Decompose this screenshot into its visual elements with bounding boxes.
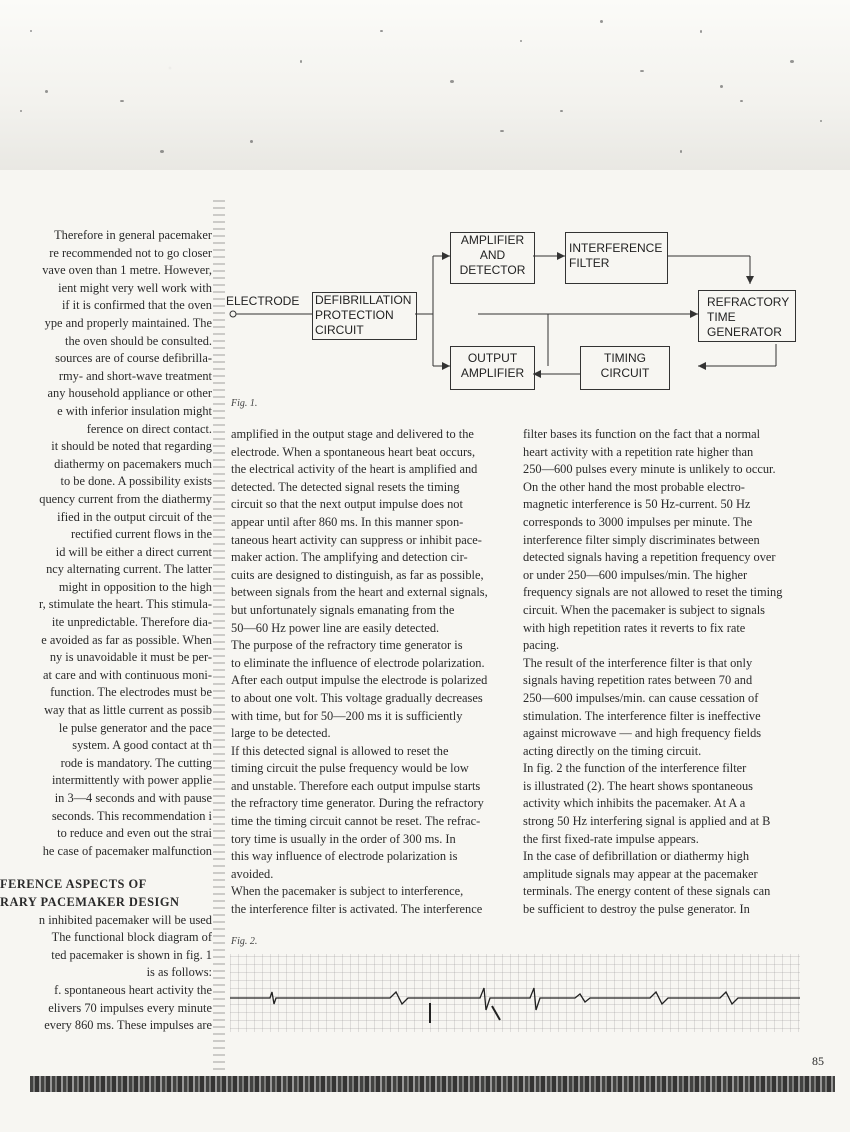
text-line: FERENCE ASPECTS OF [0, 877, 147, 892]
text-line: way that as little current as possib [44, 703, 212, 718]
scan-speck [520, 40, 522, 42]
paragraph-gap [0, 860, 212, 876]
scan-speck [500, 130, 504, 132]
scan-speck [20, 110, 22, 112]
text-line: pacing. [523, 638, 560, 653]
text-line: After each output impulse the electrode is polarized [231, 673, 488, 688]
text-line: function. The electrodes must be [50, 685, 212, 700]
text-line: or under 250—600 impulses/min. The higher [523, 567, 748, 582]
text-line: be sufficient to destroy the pulse generator. In [523, 902, 750, 917]
text-line: re recommended not to go closer [49, 245, 212, 260]
scan-speck [740, 100, 743, 102]
text-line: amplitude signals may appear at the pacemaker [523, 866, 758, 881]
text-line: activity which inhibits the pacemaker. At A a [523, 796, 746, 811]
text-line: between signals from the heart and external signals, [231, 585, 488, 600]
text-line: large to be detected. [231, 726, 331, 741]
text-line: system. A good contact at th [72, 738, 212, 753]
text-line: this way influence of electrode polarization is [231, 849, 458, 864]
text-line: the oven should be consulted. [65, 333, 212, 348]
text-line: interference filter simply discriminates between [523, 532, 760, 547]
text-line: The result of the interference filter is that only [523, 655, 753, 670]
output-amplifier-box: OUTPUT AMPLIFIER [450, 346, 535, 390]
scan-gutter-artifact [213, 200, 225, 1070]
text-line: ny is unavoidable it must be per- [49, 650, 212, 665]
text-line: circuit. When the pacemaker is subject to signals [523, 602, 765, 617]
text-line: In the case of defibrillation or diathermy high [523, 849, 750, 864]
text-line: rode is mandatory. The cutting [60, 755, 212, 770]
text-line: ference on direct contact. [86, 421, 212, 436]
electrode-label: ELECTRODE [226, 294, 300, 308]
text-line: any household appliance or other [47, 386, 212, 401]
text-line: the electrical activity of the heart is amplified and [231, 462, 478, 477]
text-line: tory time is usually in the order of 300 ms. In [231, 831, 456, 846]
figure-1-label: Fig. 1. [231, 398, 258, 409]
text-line: maker action. The amplifying and detection cir- [231, 550, 468, 565]
text-line: terminals. The energy content of these signals can [523, 884, 771, 899]
text-line: if it is confirmed that the oven [61, 298, 212, 313]
text-line: signals having repetition rates between 70 and [523, 673, 753, 688]
timing-circuit-box: TIMING CIRCUIT [580, 346, 670, 390]
text-line: e with inferior insulation might [57, 403, 212, 418]
text-line: amplified in the output stage and delivered to the [231, 427, 474, 441]
text-line: The purpose of the refractory time generator is [231, 638, 463, 653]
text-line: In fig. 2 the function of the interference filter [523, 761, 747, 776]
text-line: the refractory time generator. During the refractory [231, 796, 484, 811]
interference-filter-box: INTERFERENCE FILTER [565, 232, 668, 284]
text-line: ient might very well work with [58, 280, 212, 295]
text-line: to eliminate the influence of electrode polarization. [231, 655, 485, 670]
scan-speck [640, 70, 644, 72]
text-line: timing circuit the pulse frequency would be low [231, 761, 469, 776]
text-line: detected. The detected signal resets the timing [231, 479, 460, 494]
text-line: might in opposition to the high [58, 579, 212, 594]
scan-speck [450, 80, 454, 83]
text-line: to reduce and even out the strai [57, 826, 212, 841]
text-line: When the pacemaker is subject to interference, [231, 884, 464, 899]
text-line: stimulation. The interference filter is ineffective [523, 708, 761, 723]
text-line: it should be noted that regarding [51, 439, 212, 454]
text-line: Therefore in general pacemaker [54, 228, 212, 242]
text-line: If this detected signal is allowed to reset the [231, 743, 449, 758]
text-line: elivers 70 impulses every minute [48, 1000, 212, 1015]
text-line: e avoided as far as possible. When [41, 632, 212, 647]
text-line: to be done. A possibility exists [60, 474, 212, 489]
text-line: 250—600 pulses every minute is unlikely to occur. [523, 462, 776, 477]
text-line: intermittently with power applie [51, 773, 212, 788]
scan-speck [300, 60, 302, 63]
scan-speck [45, 90, 48, 93]
refractory-time-generator-box: REFRACTORY TIME GENERATOR [698, 290, 796, 342]
text-line: filter bases its function on the fact that a normal [523, 427, 761, 441]
text-line: every 860 ms. These impulses are [44, 1018, 212, 1033]
amplifier-detector-box: AMPLIFIER AND DETECTOR [450, 232, 535, 284]
text-line: rectified current flows in the [70, 527, 212, 542]
text-line: electrode. When a spontaneous heart beat occurs, [231, 444, 476, 459]
text-line: against microwave — and high frequency fields [523, 726, 762, 741]
text-line: taneous heart activity can suppress or inhibit pace- [231, 532, 482, 547]
text-line: sources are of course defibrilla- [55, 351, 212, 366]
text-line: f. spontaneous heart activity the [54, 982, 212, 997]
text-line: is as follows: [146, 965, 212, 980]
text-line: quency current from the diathermy [39, 491, 212, 506]
text-line: ite unpredictable. Therefore dia- [51, 615, 212, 630]
text-line: but unfortunately signals emanating from the [231, 602, 455, 617]
figure-2-ecg-strip [230, 948, 800, 1038]
text-line: 50—60 Hz power line are easily detected. [231, 620, 440, 635]
text-line: in 3—4 seconds and with pause [54, 791, 212, 805]
scan-speck [560, 110, 563, 112]
text-line: to about one volt. This voltage gradually decreases [231, 690, 483, 705]
text-line: strong 50 Hz interfering signal is applied and at B [523, 814, 771, 829]
text-line: RARY PACEMAKER DESIGN [0, 894, 180, 909]
text-line: ype and properly maintained. The [44, 315, 212, 330]
text-line: the first fixed-rate impulse appears. [523, 831, 699, 846]
text-line: heart activity with a repetition rate higher than [523, 444, 754, 459]
text-line: circuit so that the next output impulse does not [231, 497, 463, 512]
text-line: appear until after 860 ms. In this manner spon- [231, 514, 464, 529]
text-line: avoided. [231, 866, 274, 881]
text-line: r, stimulate the heart. This stimula- [38, 597, 212, 612]
text-line: he case of pacemaker malfunction [42, 843, 212, 858]
text-line: ncy alternating current. The latter [46, 562, 212, 577]
scan-speck [600, 20, 603, 23]
text-line: On the other hand the most probable electro- [523, 479, 745, 494]
figure-1-block-diagram [228, 226, 798, 401]
text-line: id will be either a direct current [55, 544, 212, 559]
scan-speck [700, 30, 702, 33]
text-line: le pulse generator and the pace [58, 720, 212, 735]
text-line: the interference filter is activated. The interference [231, 902, 483, 917]
text-line: corresponds to 3000 impulses per minute. The [523, 514, 753, 529]
scan-speck [30, 30, 32, 32]
defibrillation-protection-box: DEFIBRILLATION PROTECTION CIRCUIT [312, 292, 417, 340]
scan-speck [790, 60, 794, 63]
left-text-column [0, 227, 212, 1035]
text-line: vave oven than 1 metre. However, [42, 263, 212, 278]
text-line: is illustrated (2). The heart shows spontaneous [523, 778, 753, 793]
text-line: with high repetition rates it reverts to fix rate [523, 620, 746, 635]
scan-speck [380, 30, 383, 32]
figure-2-label: Fig. 2. [231, 936, 258, 947]
text-line: acting directly on the timing circuit. [523, 743, 702, 758]
text-line: diathermy on pacemakers much [54, 456, 212, 471]
text-line: frequency signals are not allowed to reset the timing [523, 585, 783, 600]
text-line: cuits are designed to distinguish, as far as possible, [231, 567, 484, 582]
text-line: 250—600 impulses/min. can cause cessation of [523, 690, 759, 705]
text-line: time the timing circuit cannot be reset. The refrac- [231, 814, 481, 829]
text-line: magnetic interference is 50 Hz-current. 50 Hz [523, 497, 751, 512]
page-number: 85 [812, 1054, 824, 1068]
text-line: ted pacemaker is shown in fig. 1 [51, 947, 212, 962]
scan-speck [680, 150, 682, 153]
middle-text-column [231, 426, 508, 919]
text-line: at care and with continuous moni- [43, 667, 212, 682]
text-line: seconds. This recommendation i [51, 808, 212, 823]
scan-speck [820, 120, 822, 122]
text-line: ified in the output circuit of the [57, 509, 212, 524]
scan-speck [250, 140, 253, 143]
scan-speck [720, 85, 723, 88]
text-line: n inhibited pacemaker will be used [38, 912, 212, 927]
text-line: rmy- and short-wave treatment [58, 368, 212, 383]
text-line: with time, but for 50—200 ms it is sufficiently [231, 708, 463, 723]
scan-artifact-bottom [30, 1076, 835, 1092]
text-line: and unstable. Therefore each output impulse starts [231, 778, 481, 793]
scan-speck [120, 100, 124, 102]
text-line: The functional block diagram of [51, 930, 212, 945]
right-text-column [523, 426, 800, 919]
scan-speck [160, 150, 164, 153]
text-line: detected signals having a repetition frequency over [523, 550, 776, 565]
